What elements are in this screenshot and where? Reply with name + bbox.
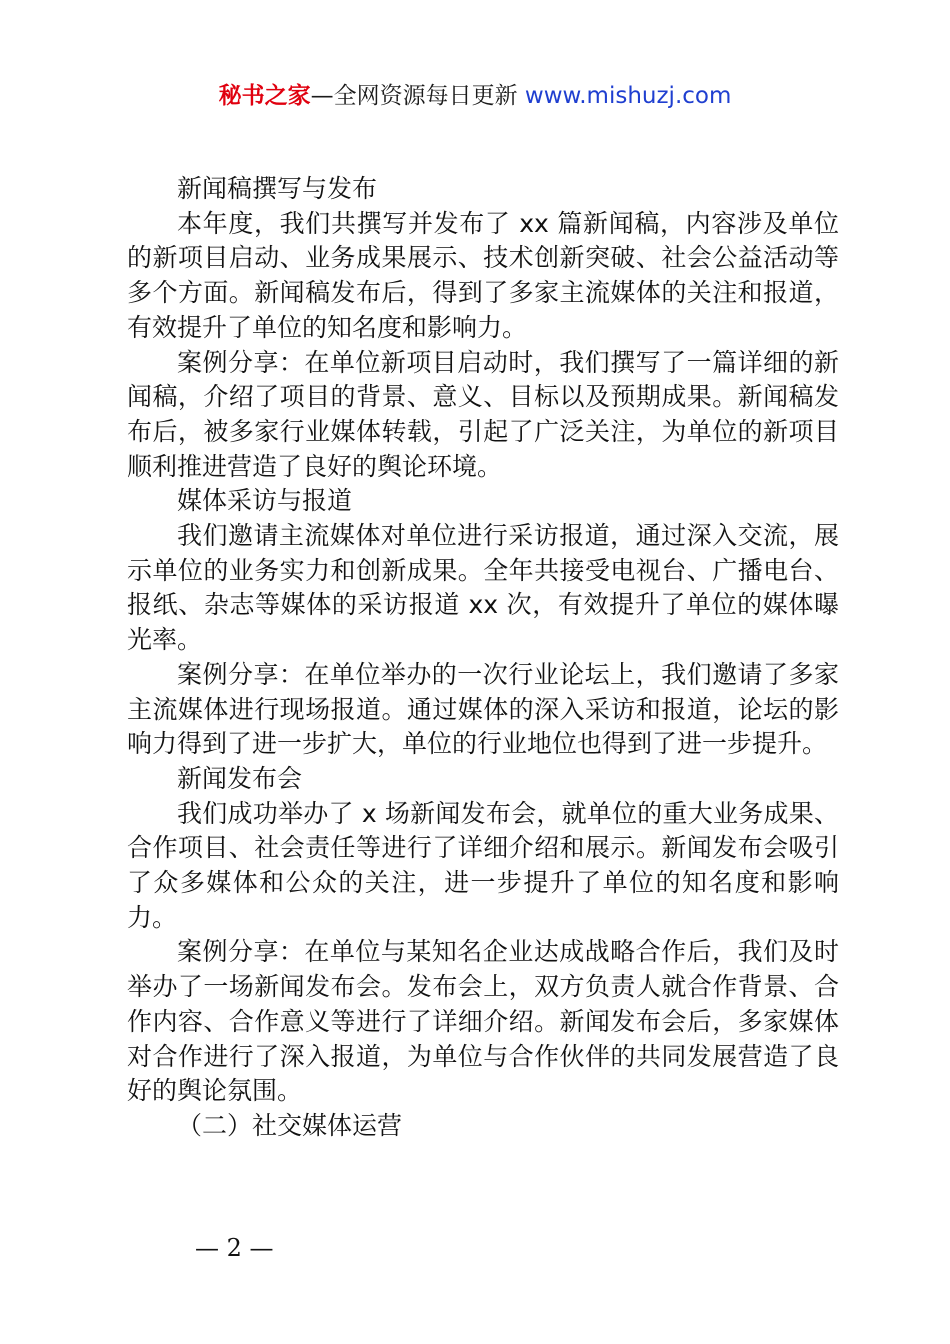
site-url-link[interactable]: www.mishuzj.com <box>524 83 732 109</box>
paragraph-media-interviews-summary: 我们邀请主流媒体对单位进行采访报道，通过深入交流，展示单位的业务实力和创新成果。全年共接受电视台、广播电台、报纸、杂志等媒体的采访报道 xx 次，有效提升了单位的媒体曝光率。 <box>127 521 839 655</box>
page-number: — 2 — <box>195 1234 274 1262</box>
brand-name: 秘书之家 <box>218 83 311 109</box>
paragraph-press-conference-summary: 我们成功举办了 x 场新闻发布会，就单位的重大业务成果、合作项目、社会责任等进行了详细介绍和展示。新闻发布会吸引了众多媒体和公众的关注，进一步提升了单位的知名度和影响力。 <box>127 798 839 932</box>
section-heading-press-conference: 新闻发布会 <box>177 763 303 793</box>
header-tagline: —全网资源每日更新 <box>310 83 525 109</box>
section-heading-media-interviews: 媒体采访与报道 <box>177 486 353 516</box>
section-heading-press-release: 新闻稿撰写与发布 <box>177 174 378 203</box>
paragraph-press-conference-case: 案例分享：在单位与某知名企业达成战略合作后，我们及时举办了一场新闻发布会。发布会上，双方负责人就合作背景、合作内容、合作意义等进行了详细介绍。新闻发布会后，多家媒体对合作进行了深入报道，为单位与合作伙伴的共同发展营造了良好的舆论氛围。 <box>127 937 839 1106</box>
section-heading-social-media: （二）社交媒体运营 <box>177 1110 403 1140</box>
paragraph-press-release-case: 案例分享：在单位新项目启动时，我们撰写了一篇详细的新闻稿，介绍了项目的背景、意义、目标以及预期成果。新闻稿发布后，被多家行业媒体转载，引起了广泛关注，为单位的新项目顺利推进营造了良好的舆论环境。 <box>127 347 839 481</box>
page-header <box>0 80 950 112</box>
paragraph-press-release-summary: 本年度，我们共撰写并发布了 xx 篇新闻稿，内容涉及单位的新项目启动、业务成果展示、技术创新突破、社会公益活动等多个方面。新闻稿发布后，得到了多家主流媒体的关注和报道，有效提升了单位的知名度和影响力。 <box>127 208 839 342</box>
paragraph-media-interviews-case: 案例分享：在单位举办的一次行业论坛上，我们邀请了多家主流媒体进行现场报道。通过媒体的深入采访和报道，论坛的影响力得到了进一步扩大，单位的行业地位也得到了进一步提升。 <box>127 659 839 759</box>
document-body <box>127 172 839 1144</box>
